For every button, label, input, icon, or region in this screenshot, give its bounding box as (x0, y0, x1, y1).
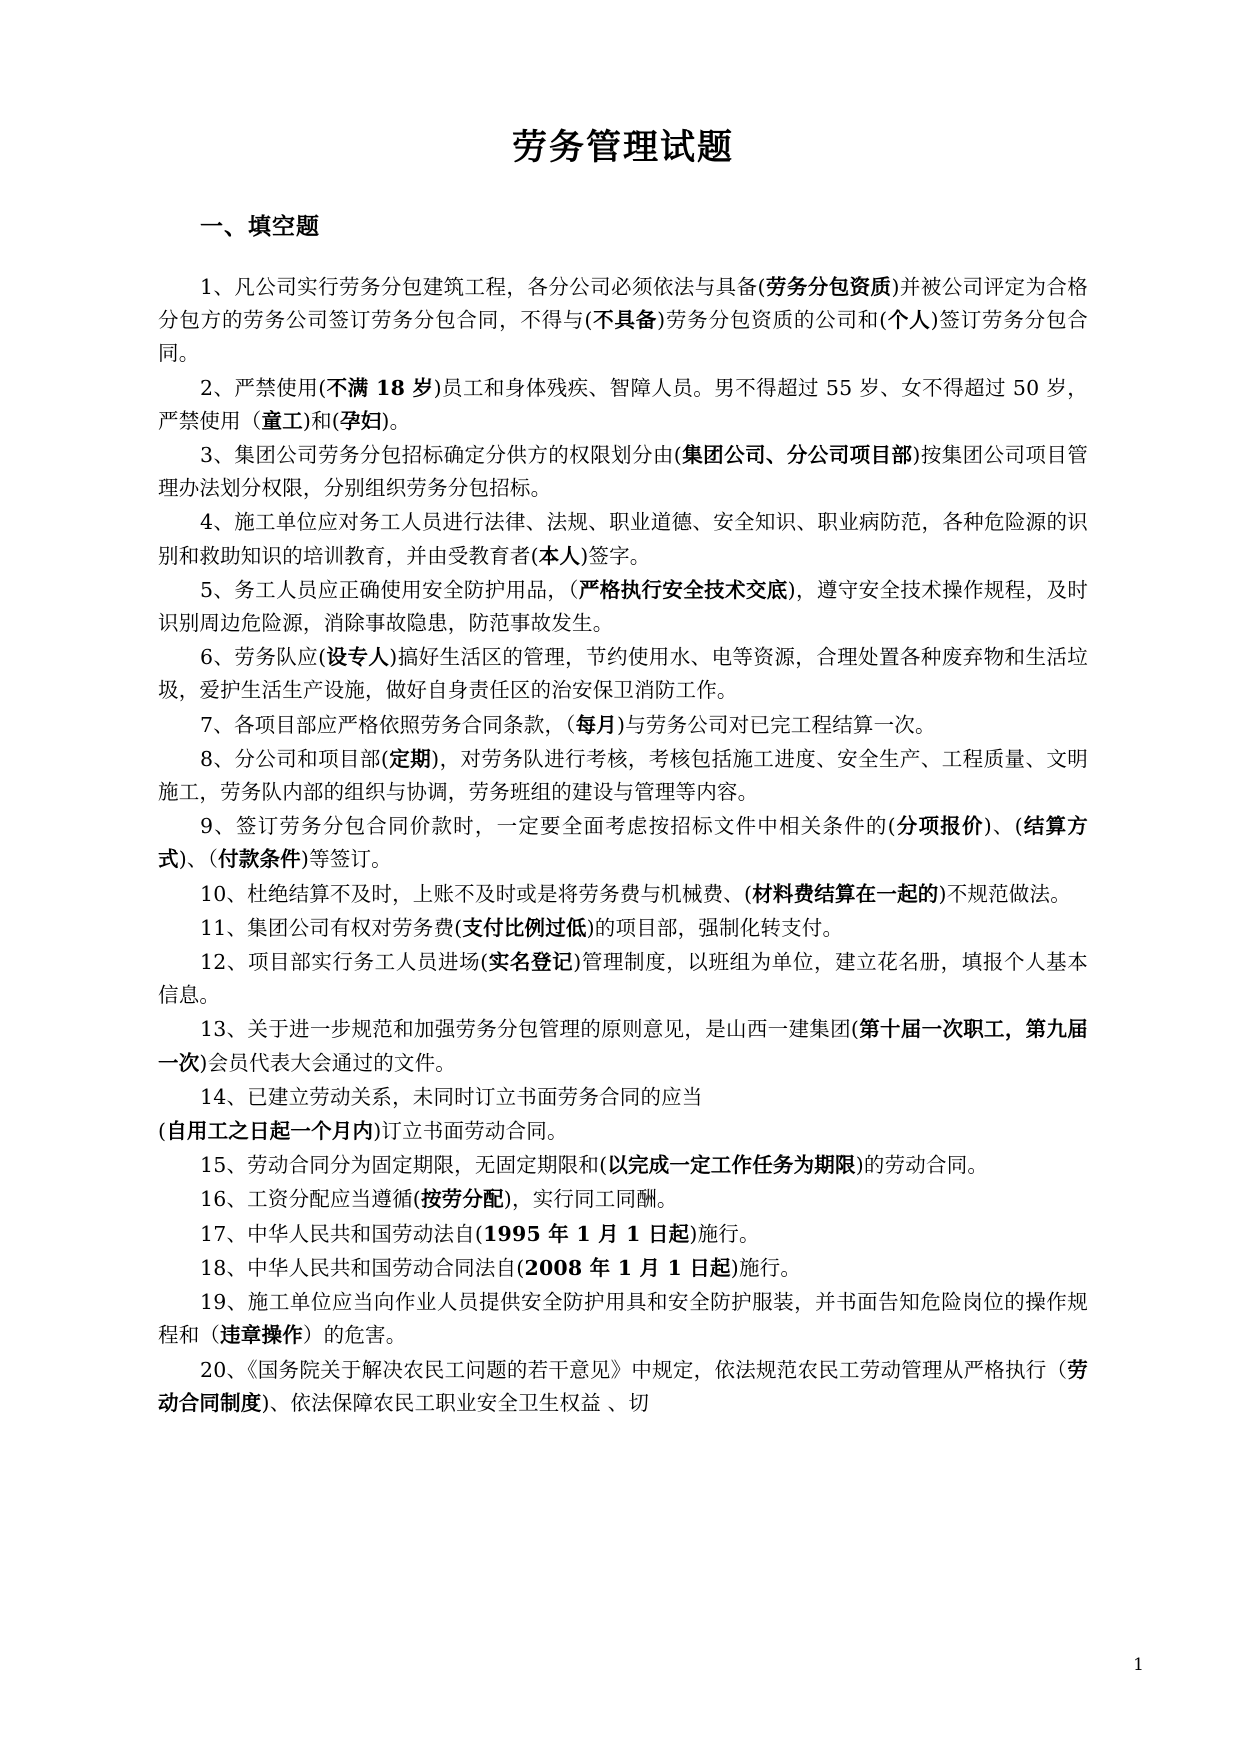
question-item: 9、签订劳务分包合同价款时，一定要全面考虑按招标文件中相关条件的(分项报价)、(结算方式)、（付款条件)等签订。 (158, 814, 1088, 872)
question-item: 2、严禁使用(不满 18 岁)员工和身体残疾、智障人员。男不得超过 55 岁、女不得超过 50 岁，严禁使用（童工)和(孕妇)。 (158, 375, 1088, 433)
page-number: 1 (1133, 1655, 1144, 1675)
question-item: 16、工资分配应当遵循(按劳分配)，实行同工同酬。 (200, 1187, 678, 1212)
question-item: 14、已建立劳动关系，未同时订立书面劳务合同的应当 (200, 1084, 703, 1109)
question-item: 7、各项目部应严格依照劳务合同条款，（每月)与劳务公司对已完工程结算一次。 (200, 712, 936, 737)
question-item: 20、《国务院关于解决农民工问题的若干意见》中规定，依法规范农民工劳动管理从严格执行（劳动合同制度)、依法保障农民工职业安全卫生权益 、切 (158, 1357, 1088, 1415)
question-item: 17、中华人民共和国劳动法自(1995 年 1 月 1 日起)施行。 (200, 1221, 760, 1246)
question-item: 19、施工单位应当向作业人员提供安全防护用具和安全防护服装，并书面告知危险岗位的操作规程和（违章操作）的危害。 (158, 1290, 1088, 1348)
question-item: 4、施工单位应对务工人员进行法律、法规、职业道德、安全知识、职业病防范，各种危险源的识别和救助知识的培训教育，并由受教育者(本人)签字。 (158, 510, 1088, 568)
question-item: 6、劳务队应(设专人)搞好生活区的管理，节约使用水、电等资源，合理处置各种废弃物和生活垃圾，爱护生活生产设施，做好自身责任区的治安保卫消防工作。 (158, 645, 1088, 703)
question-item: 18、中华人民共和国劳动合同法自(2008 年 1 月 1 日起)施行。 (200, 1255, 802, 1280)
question-item: 15、劳动合同分为固定期限，无固定期限和(以完成一定工作任务为期限)的劳动合同。 (200, 1153, 989, 1178)
question-item: 11、集团公司有权对劳务费(支付比例过低)的项目部，强制化转支付。 (200, 915, 844, 940)
page-title: 劳务管理试题 (511, 127, 734, 168)
question-item: 12、项目部实行务工人员进场(实名登记)管理制度，以班组为单位，建立花名册，填报个人基本信息。 (158, 950, 1088, 1008)
question-item: 3、集团公司劳务分包招标确定分供方的权限划分由(集团公司、分公司项目部)按集团公司项目管理办法划分权限，分别组织劳务分包招标。 (158, 443, 1088, 501)
question-item: (自用工之日起一个月内)订立书面劳动合同。 (158, 1119, 568, 1144)
question-item: 5、务工人员应正确使用安全防护用品，（严格执行安全技术交底)，遵守安全技术操作规程，及时识别周边危险源，消除事故隐患，防范事故发生。 (158, 577, 1089, 636)
question-item: 10、杜绝结算不及时，上账不及时或是将劳务费与机械费、(材料费结算在一起的)不规范做法。 (200, 881, 1071, 906)
question-item: 8、分公司和项目部(定期)，对劳务队进行考核，考核包括施工进度、安全生产、工程质量、文明施工，劳务队内部的组织与协调，劳务班组的建设与管理等内容。 (158, 746, 1088, 805)
section-heading-fill-in-blanks: 一、填空题 (200, 213, 320, 240)
question-item: 13、关于进一步规范和加强劳务分包管理的原则意见，是山西一建集团(第十届一次职工，第九届一次)会员代表大会通过的文件。 (158, 1017, 1089, 1075)
question-list (158, 271, 1088, 1420)
document-body (158, 120, 1088, 1421)
question-item: 1、凡公司实行劳务分包建筑工程，各分公司必须依法与具备(劳务分包资质)并被公司评定为合格分包方的劳务公司签订劳务分包合同，不得与(不具备)劳务分包资质的公司和(个人)签订劳务分包合同。 (158, 275, 1089, 366)
